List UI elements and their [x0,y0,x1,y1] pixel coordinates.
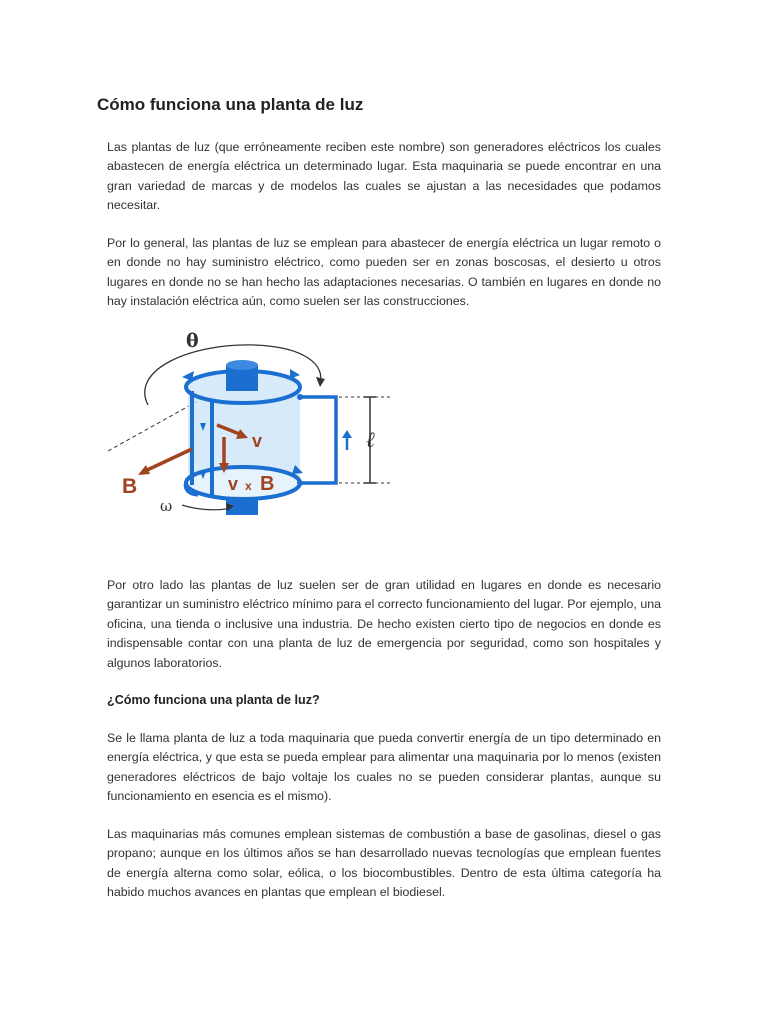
paragraph-intro: Las plantas de luz (que erróneamente reciben este nombre) son generadores eléctricos los cuales abastecen de energía eléctrica un determinado lugar. Esta maquinaria se puede encontrar en una gran variedad de marcas y de modelos las cuales se ajustan a las necesidades que podamos necesitar. [107,140,661,213]
page-title: Cómo funciona una planta de luz [97,95,364,114]
omega-rotation-arrow [182,505,232,510]
vxb-x-label: x [245,479,252,493]
circuit-wire [300,397,336,483]
paragraph-fuel-types: Las maquinarias más comunes emplean sistemas de combustión a base de gasolinas, diesel o gas propano; aunque en los últimos años se han desarrollado nuevas tecnologías que emplean fuentes de energía alterna como solar, eólica, o los biocombustibles. Dentro de esta última categoría ha habido muchos avances en plantas que emplean el biodiesel. [107,827,661,900]
paragraph-uses: Por lo general, las plantas de luz se emplean para abastecer de energía eléctrica un lugar remoto o en donde no hay suministro eléctrico, como pueden ser en zonas boscosas, el desierto u otros lugares en donde no se han hecho las adaptaciones necesarias. O también en lugares en donde no hay instalación eléctrica aún, como suelen ser las construcciones. [107,236,661,309]
v-label: v [252,431,263,451]
length-label: ℓ [366,427,376,453]
theta-label: θ [186,330,199,352]
paragraph-utility: Por otro lado las plantas de luz suelen ser de gran utilidad en lugares en donde es necesario garantizar un suministro eléctrico mínimo para el correcto funcionamiento del lugar. Por ejemplo, una oficina, una tienda o inclusive una industria. De hecho existen cierto tipo de negocios en donde es indispensable contar con una planta de luz de emergencia por seguridad, como son hospitales y algunos laboratorios. [107,578,661,670]
magnetic-field-arrow [145,449,192,471]
omega-label: ω [160,497,173,515]
generator-diagram [100,325,400,525]
section-heading: ¿Cómo funciona una planta de luz? [107,693,320,707]
b-label: B [122,475,138,498]
paragraph-definition: Se le llama planta de luz a toda maquinaria que pueda convertir energía de un tipo determinado en energía eléctrica, y que esta se pueda emplear para alimentar una maquinaria por lo menos (existen generadores eléctricos de bajo voltaje los cuales no se pueden considerar plantas, aunque su funcionamiento en esencia es el mismo). [107,731,661,804]
vxb-v-label: v [228,474,239,494]
vxb-b-label: B [260,473,275,495]
